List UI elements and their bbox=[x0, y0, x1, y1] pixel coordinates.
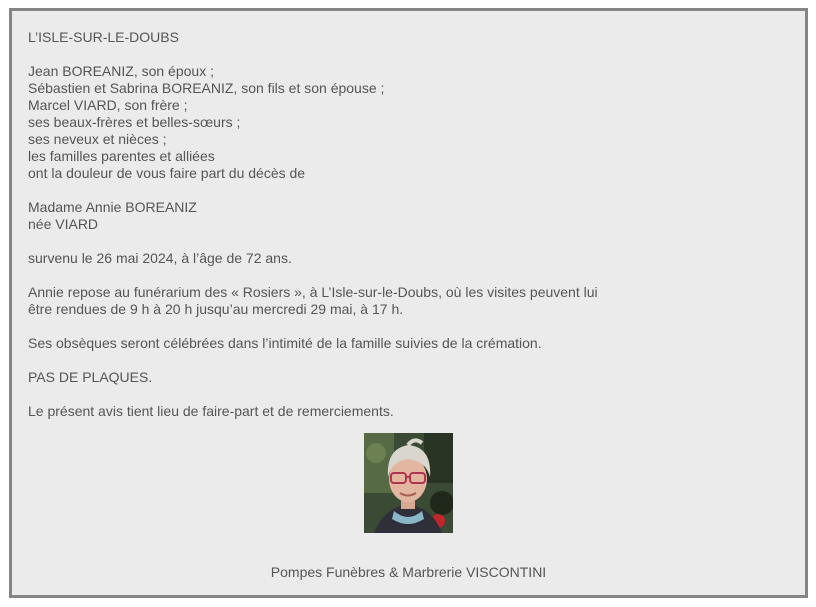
obituary-text bbox=[28, 29, 788, 420]
family-line: Sébastien et Sabrina BOREANIZ, son fils et son épouse ; bbox=[28, 80, 385, 96]
family-line: ses beaux-frères et belles-sœurs ; bbox=[28, 114, 241, 130]
death-info: survenu le 26 mai 2024, à l’âge de 72 ans. bbox=[28, 250, 292, 266]
maiden-name: née VIARD bbox=[28, 216, 99, 232]
visitation-text: être rendues de 9 h à 20 h jusqu’au mercredi 29 mai, à 17 h. bbox=[28, 301, 404, 317]
deceased-name: Madame Annie BOREANIZ bbox=[28, 199, 197, 215]
town-heading: L’ISLE-SUR-LE-DOUBS bbox=[28, 29, 179, 45]
obituary-notice-frame bbox=[9, 8, 808, 598]
family-line: ses neveux et nièces ; bbox=[28, 131, 167, 147]
family-line: Jean BOREANIZ, son époux ; bbox=[28, 63, 214, 79]
funeral-home-name: Pompes Funèbres & Marbrerie VISCONTINI bbox=[270, 564, 547, 580]
funeral-text: Ses obsèques seront célébrées dans l’intimité de la famille suivies de la crémation. bbox=[28, 335, 542, 351]
family-line: les familles parentes et alliées bbox=[28, 148, 215, 164]
closing-text: Le présent avis tient lieu de faire-part et de remerciements. bbox=[28, 403, 394, 419]
family-line: ont la douleur de vous faire part du décès de bbox=[28, 165, 306, 181]
no-plaques-text: PAS DE PLAQUES. bbox=[28, 369, 153, 385]
visitation-text: Annie repose au funérarium des « Rosiers », à L’Isle-sur-le-Doubs, où les visites peuvent lui bbox=[28, 284, 598, 300]
portrait-photo-icon bbox=[364, 433, 453, 533]
family-line: Marcel VIARD, son frère ; bbox=[28, 97, 188, 113]
